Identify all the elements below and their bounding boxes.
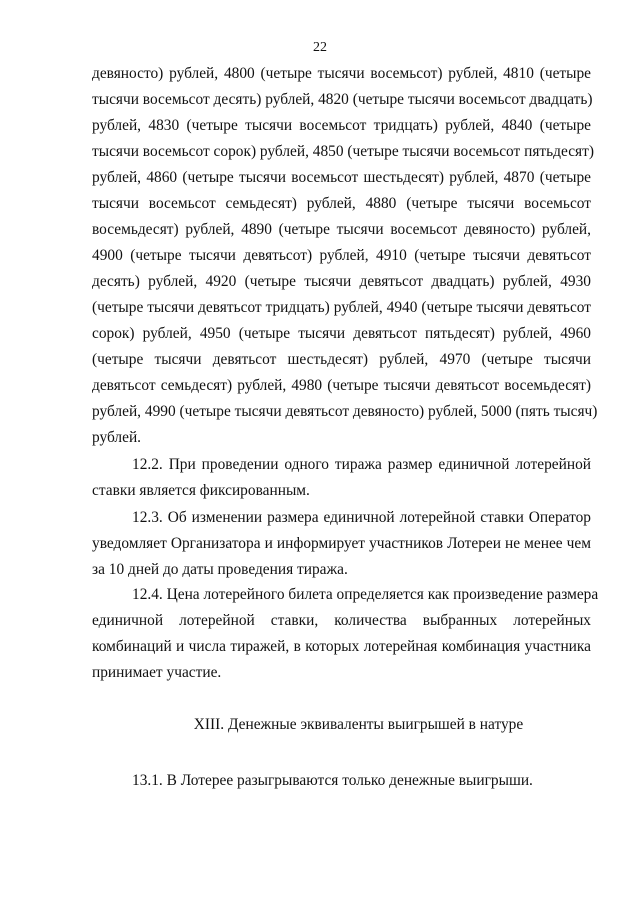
text-line: рублей, 4860 (четыре тысячи восемьсот шестьдесят) рублей, 4870 (четыре [92, 169, 591, 186]
text-line: тысячи восемьсот семьдесят) рублей, 4880 (четыре тысячи восемьсот [92, 195, 591, 212]
paragraph-12-3-line: 12.3. Об изменении размера единичной лотерейной ставки Оператор [132, 509, 591, 526]
text-line: рублей, 4830 (четыре тысячи восемьсот тридцать) рублей, 4840 (четыре [92, 117, 591, 134]
paragraph-12-4-line: принимает участие. [92, 664, 222, 681]
text-line: (четыре тысячи девятьсот тридцать) рублей, 4940 (четыре тысячи девятьсот [92, 299, 591, 316]
text-line: десять) рублей, 4920 (четыре тысячи девятьсот двадцать) рублей, 4930 [92, 273, 591, 290]
paragraph-12-4-line: комбинаций и числа тиражей, в которых лотерейная комбинация участника [92, 638, 591, 655]
paragraph-12-2-line: 12.2. При проведении одного тиража размер единичной лотерейной [132, 456, 591, 473]
section-heading [92, 715, 591, 735]
text-line: восемьдесят) рублей, 4890 (четыре тысячи восемьсот девяносто) рублей, [92, 221, 591, 238]
text-line: рублей. [92, 429, 142, 446]
paragraph-12-2-line: ставки является фиксированным. [92, 482, 310, 499]
text-line: тысячи восемьсот десять) рублей, 4820 (четыре тысячи восемьсот двадцать) [92, 91, 593, 108]
text-line: 4900 (четыре тысячи девятьсот) рублей, 4910 (четыре тысячи девятьсот [92, 247, 591, 264]
paragraph-13-1-line: 13.1. В Лотерее разыгрываются только денежные выигрыши. [132, 772, 533, 789]
paragraph-12-3-line: за 10 дней до даты проведения тиража. [92, 561, 348, 578]
paragraph-12-4-line: 12.4. Цена лотерейного билета определяется как произведение размера [132, 586, 599, 603]
paragraph-12-3-line: уведомляет Организатора и информирует участников Лотереи не менее чем [92, 535, 591, 552]
paragraph-12-4-line: единичной лотерейной ставки, количества выбранных лотерейных [92, 612, 591, 629]
text-line: тысячи восемьсот сорок) рублей, 4850 (четыре тысячи восемьсот пятьдесят) [92, 143, 594, 160]
page-number: 22 [313, 40, 327, 55]
text-line: девяносто) рублей, 4800 (четыре тысячи восемьсот) рублей, 4810 (четыре [92, 65, 591, 82]
text-line: сорок) рублей, 4950 (четыре тысячи девятьсот пятьдесят) рублей, 4960 [92, 325, 591, 342]
text-line: рублей, 4990 (четыре тысячи девятьсот девяносто) рублей, 5000 (пять тысяч) [92, 403, 598, 420]
text-line: девятьсот семьдесят) рублей, 4980 (четыре тысячи девятьсот восемьдесят) [92, 377, 591, 394]
section-heading-text: XIII. Денежные эквиваленты выигрышей в натуре [193, 716, 524, 733]
text-line: (четыре тысячи девятьсот шестьдесят) рублей, 4970 (четыре тысячи [92, 351, 591, 368]
